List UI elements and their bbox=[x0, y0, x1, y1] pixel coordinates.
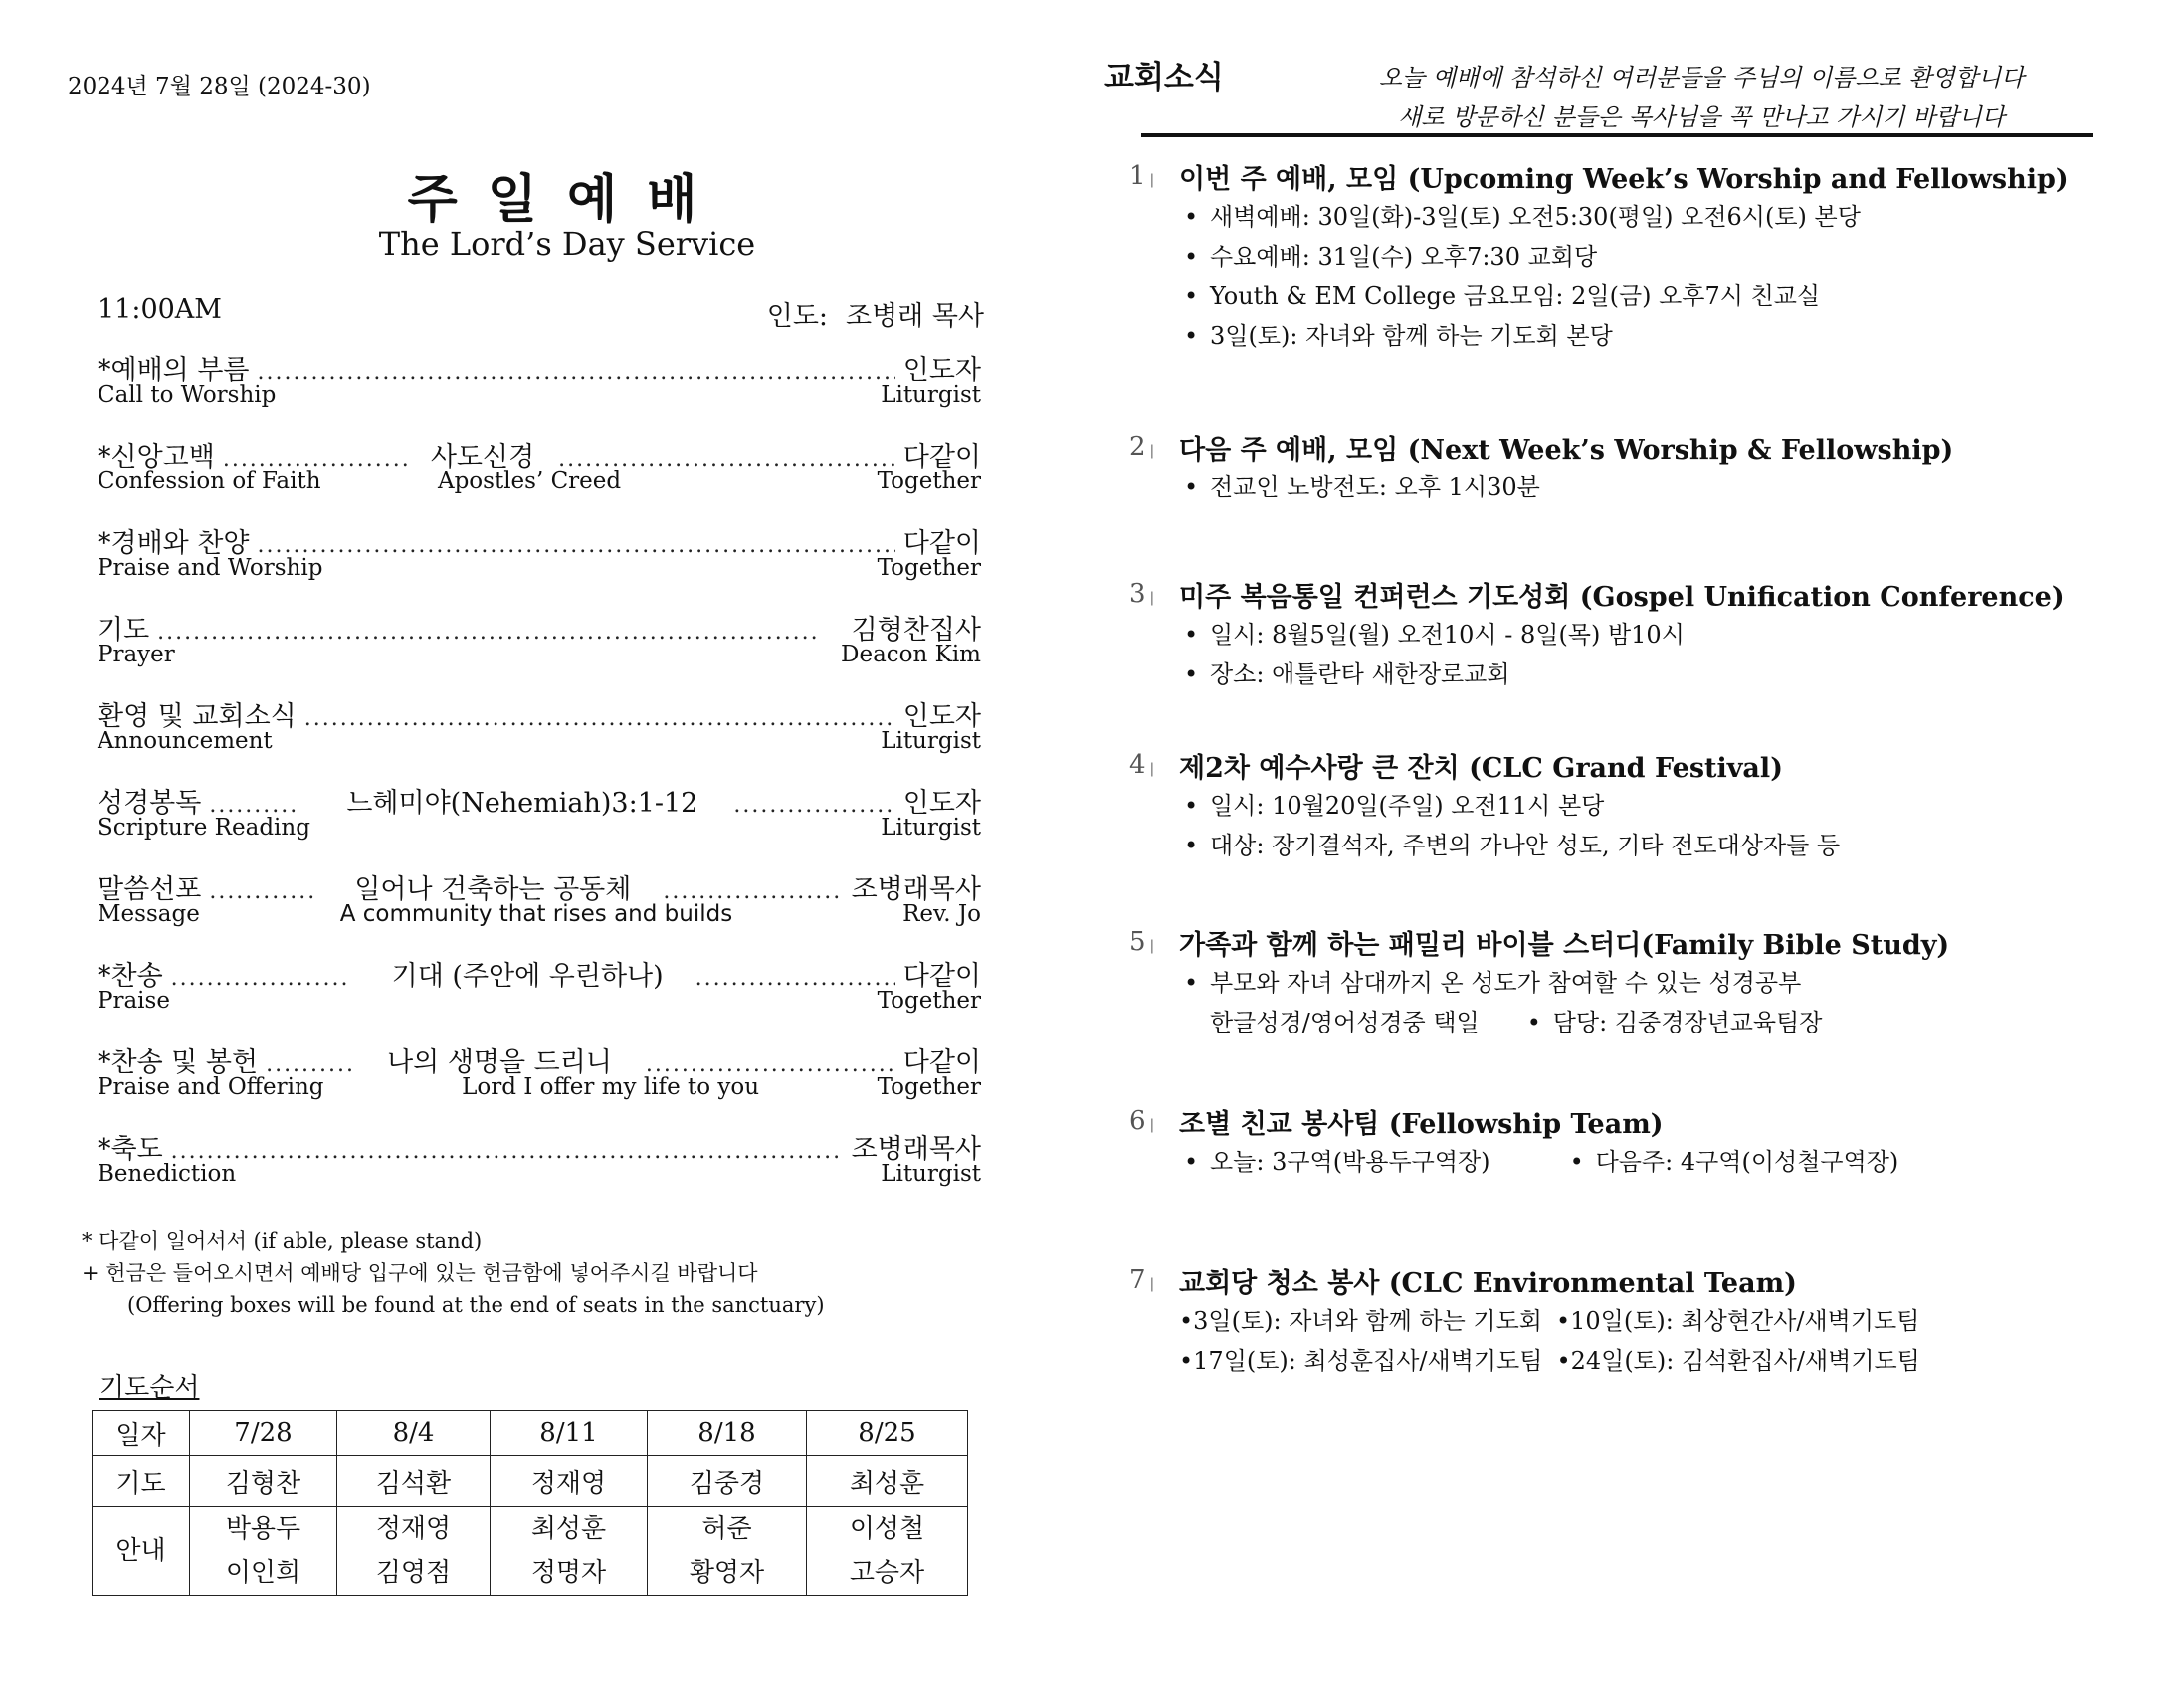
item-role: Liturgist bbox=[881, 382, 981, 408]
list-item: • Youth & EM College 금요모임: 2일(금) 오후7시 친교실 bbox=[1184, 282, 1821, 310]
item-korean: 말씀선포 bbox=[98, 874, 202, 905]
cell-name: 이성철 bbox=[849, 1514, 925, 1544]
worship-item-praise bbox=[98, 954, 981, 1040]
list-item: •17일(토): 최성훈집사/새벽기도팀 •24일(토): 김석환집사/새벽기도팀 bbox=[1179, 1347, 1920, 1375]
item-english: Benediction bbox=[98, 1161, 237, 1187]
table-header: 8/4 bbox=[337, 1411, 491, 1456]
cell-name: 고승자 bbox=[849, 1558, 925, 1588]
list-item: • 일시: 8월5일(월) 오전10시 - 8일(목) 밤10시 bbox=[1184, 621, 1685, 649]
cell-name: 박용두 bbox=[225, 1514, 301, 1544]
item-person: 조병래목사 bbox=[851, 874, 981, 905]
item-person: 다같이 bbox=[902, 442, 981, 472]
list-item: • 수요예배: 31일(수) 오후7:30 교회당 bbox=[1184, 243, 1598, 271]
news-section-2 bbox=[1129, 428, 2085, 507]
table-cell bbox=[190, 1507, 337, 1596]
worship-item-benediction bbox=[98, 1127, 981, 1214]
list-item: • 오늘: 3구역(박용두구역장) • 다음주: 4구역(이성철구역장) bbox=[1184, 1148, 1899, 1176]
table-cell bbox=[807, 1507, 968, 1596]
item-korean: 기도 bbox=[98, 615, 150, 646]
item-person: 다같이 bbox=[902, 1047, 981, 1078]
item-korean: *예배의 부름 bbox=[98, 355, 250, 386]
cell-name: 정명자 bbox=[530, 1558, 607, 1588]
item-person: 다같이 bbox=[902, 528, 981, 559]
leader-name: 조병래 목사 bbox=[846, 301, 984, 332]
cell-name: 김영점 bbox=[375, 1558, 452, 1588]
table-cell bbox=[491, 1507, 648, 1596]
service-notes bbox=[82, 1225, 825, 1321]
item-person: 인도자 bbox=[902, 355, 981, 386]
list-item: •3일(토): 자녀와 함께 하는 기도회 •10일(토): 최상현간사/새벽기도팀 bbox=[1179, 1307, 1920, 1335]
item-person: 김형찬집사 bbox=[851, 615, 981, 646]
item-role: Together bbox=[877, 469, 981, 494]
item-korean: *찬송 및 봉헌 bbox=[98, 1047, 259, 1078]
item-english: Confession of Faith bbox=[98, 469, 321, 494]
list-item: • 장소: 애틀란타 새한장로교회 bbox=[1184, 660, 1510, 688]
item-person: 조병래목사 bbox=[851, 1134, 981, 1165]
table-cell: 최성훈 bbox=[807, 1456, 968, 1507]
section-number: 1 | bbox=[1129, 161, 1154, 191]
news-section-6 bbox=[1129, 1102, 2085, 1182]
item-english: Praise and Offering bbox=[98, 1074, 324, 1100]
service-time: 11:00AM bbox=[98, 294, 222, 325]
item-english: Praise bbox=[98, 988, 170, 1014]
section-number: 2 | bbox=[1129, 432, 1154, 462]
table-row bbox=[93, 1411, 968, 1456]
item-person: 인도자 bbox=[902, 788, 981, 819]
table-header: 일자 bbox=[93, 1411, 190, 1456]
table-header: 8/11 bbox=[491, 1411, 648, 1456]
item-english: Prayer bbox=[98, 642, 175, 667]
item-korean: 환영 및 교회소식 bbox=[98, 701, 297, 732]
item-role: Rev. Jo bbox=[902, 901, 981, 927]
worship-item-message bbox=[98, 867, 981, 954]
news-section-7 bbox=[1129, 1261, 2085, 1381]
note-stand: * 다같이 일어서서 (if able, please stand) bbox=[82, 1229, 483, 1253]
leader-label: 인도: bbox=[766, 301, 828, 332]
worship-item-call-to-worship bbox=[98, 348, 981, 435]
service-title-english: The Lord’s Day Service bbox=[378, 225, 756, 263]
section-title: 다음 주 예배, 모임 (Next Week’s Worship & Fellowship) bbox=[1179, 435, 1954, 466]
welcome-line-2: 새로 방문하신 분들은 목사님을 꼭 만나고 가시기 바랍니다 bbox=[1398, 103, 2005, 131]
item-content: 일어나 건축하는 공동체 bbox=[354, 874, 632, 905]
welcome-message bbox=[1323, 58, 2080, 137]
welcome-line-1: 오늘 예배에 참석하신 여러분들을 주님의 이름으로 환영합니다 bbox=[1378, 64, 2025, 92]
item-korean: 성경봉독 bbox=[98, 788, 202, 819]
item-role: Liturgist bbox=[881, 815, 981, 841]
item-english: Call to Worship bbox=[98, 382, 277, 408]
section-title: 미주 복음통일 컨퍼런스 기도성회 (Gospel Unification Conference) bbox=[1179, 582, 2065, 613]
news-section-5 bbox=[1129, 923, 2085, 1042]
cell-name: 황영자 bbox=[689, 1558, 765, 1588]
item-role: Together bbox=[877, 555, 981, 581]
list-item: • 새벽예배: 30일(화)-3일(토) 오전5:30(평일) 오전6시(토) 본당 bbox=[1184, 203, 1861, 231]
cell-name: 이인희 bbox=[225, 1558, 301, 1588]
table-cell: 정재영 bbox=[491, 1456, 648, 1507]
item-english: Praise and Worship bbox=[98, 555, 323, 581]
section-title: 가족과 함께 하는 패밀리 바이블 스터디(Family Bible Study) bbox=[1179, 930, 1950, 961]
item-english: Scripture Reading bbox=[98, 815, 310, 841]
list-item: • 대상: 장기결석자, 주변의 가나안 성도, 기타 전도대상자들 등 bbox=[1184, 832, 1841, 859]
section-number: 4 | bbox=[1129, 750, 1154, 780]
table-cell bbox=[337, 1507, 491, 1596]
note-offering-english: (Offering boxes will be found at the end of seats in the sanctuary) bbox=[127, 1293, 825, 1317]
section-title: 교회당 청소 봉사 (CLC Environmental Team) bbox=[1179, 1268, 1797, 1299]
list-item: • 부모와 자녀 삼대까지 온 성도가 참여할 수 있는 성경공부 bbox=[1184, 969, 1802, 997]
item-role: Together bbox=[877, 1074, 981, 1100]
section-number: 5 | bbox=[1129, 927, 1154, 957]
section-number: 7 | bbox=[1129, 1265, 1154, 1295]
item-english: Announcement bbox=[98, 728, 273, 754]
item-role: Liturgist bbox=[881, 728, 981, 754]
worship-item-praise-offering bbox=[98, 1040, 981, 1127]
section-title: 이번 주 예배, 모임 (Upcoming Week’s Worship and Fellowship) bbox=[1179, 164, 2069, 195]
item-role: Together bbox=[877, 988, 981, 1014]
worship-item-confession bbox=[98, 435, 981, 521]
worship-item-scripture bbox=[98, 781, 981, 867]
item-content-english: Lord I offer my life to you bbox=[462, 1074, 760, 1100]
item-role: Deacon Kim bbox=[841, 642, 981, 667]
cell-name: 최성훈 bbox=[530, 1514, 607, 1544]
item-content: 사도신경 bbox=[430, 442, 535, 472]
list-item: • 3일(토): 자녀와 함께 하는 기도회 본당 bbox=[1184, 322, 1613, 350]
table-cell: 김중경 bbox=[648, 1456, 807, 1507]
section-number: 6 | bbox=[1129, 1106, 1154, 1136]
row-label: 안내 bbox=[93, 1507, 190, 1596]
table-header: 8/18 bbox=[648, 1411, 807, 1456]
item-korean: *신앙고백 bbox=[98, 442, 215, 472]
table-cell bbox=[648, 1507, 807, 1596]
section-title: 조별 친교 봉사팀 (Fellowship Team) bbox=[1179, 1109, 1664, 1140]
table-row bbox=[93, 1507, 968, 1596]
note-offering: + 헌금은 들어오시면서 예배당 입구에 있는 헌금함에 넣어주시길 바랍니다 bbox=[82, 1261, 758, 1285]
table-header: 8/25 bbox=[807, 1411, 968, 1456]
row-label: 기도 bbox=[93, 1456, 190, 1507]
prayer-schedule-table bbox=[92, 1410, 968, 1596]
item-content: 나의 생명을 드리니 bbox=[387, 1047, 612, 1078]
header-divider bbox=[1141, 133, 2093, 137]
news-section-1 bbox=[1129, 157, 2085, 356]
bulletin-date: 2024년 7월 28일 (2024-30) bbox=[68, 74, 371, 99]
list-item: • 전교인 노방전도: 오후 1시30분 bbox=[1184, 473, 1540, 501]
cell-name: 정재영 bbox=[375, 1514, 452, 1544]
church-news-title: 교회소식 bbox=[1104, 60, 1224, 95]
item-english: Message bbox=[98, 901, 200, 927]
cell-name: 허준 bbox=[701, 1514, 752, 1544]
table-cell: 김석환 bbox=[337, 1456, 491, 1507]
table-header: 7/28 bbox=[190, 1411, 337, 1456]
table-row bbox=[93, 1456, 968, 1507]
item-content-english: A community that rises and builds bbox=[339, 901, 733, 927]
table-cell: 김형찬 bbox=[190, 1456, 337, 1507]
item-korean: *축도 bbox=[98, 1134, 163, 1165]
item-content: 느헤미야(Nehemiah)3:1-12 bbox=[346, 788, 698, 819]
item-content: 기대 (주안에 우린하나) bbox=[391, 961, 664, 992]
service-title-korean: 주일예배 bbox=[407, 169, 727, 230]
item-korean: *찬송 bbox=[98, 961, 163, 992]
item-person: 인도자 bbox=[902, 701, 981, 732]
item-content-english: Apostles’ Creed bbox=[437, 469, 622, 494]
news-section-4 bbox=[1129, 746, 2085, 865]
item-korean: *경배와 찬양 bbox=[98, 528, 250, 559]
worship-item-prayer bbox=[98, 608, 981, 694]
item-person: 다같이 bbox=[902, 961, 981, 992]
order-of-worship bbox=[98, 348, 981, 1214]
section-title: 제2차 예수사랑 큰 잔치 (CLC Grand Festival) bbox=[1179, 753, 1783, 784]
prayer-schedule-label: 기도순서 bbox=[99, 1373, 200, 1403]
service-leader bbox=[767, 294, 984, 333]
worship-item-praise-worship bbox=[98, 521, 981, 608]
list-item: • 일시: 10월20일(주일) 오전11시 본당 bbox=[1184, 792, 1605, 820]
worship-item-announcement bbox=[98, 694, 981, 781]
list-item: 한글성경/영어성경중 택일 • 담당: 김중경장년교육팀장 bbox=[1210, 1009, 1823, 1036]
news-section-3 bbox=[1129, 575, 2085, 694]
section-number: 3 | bbox=[1129, 579, 1154, 609]
item-role: Liturgist bbox=[881, 1161, 981, 1187]
